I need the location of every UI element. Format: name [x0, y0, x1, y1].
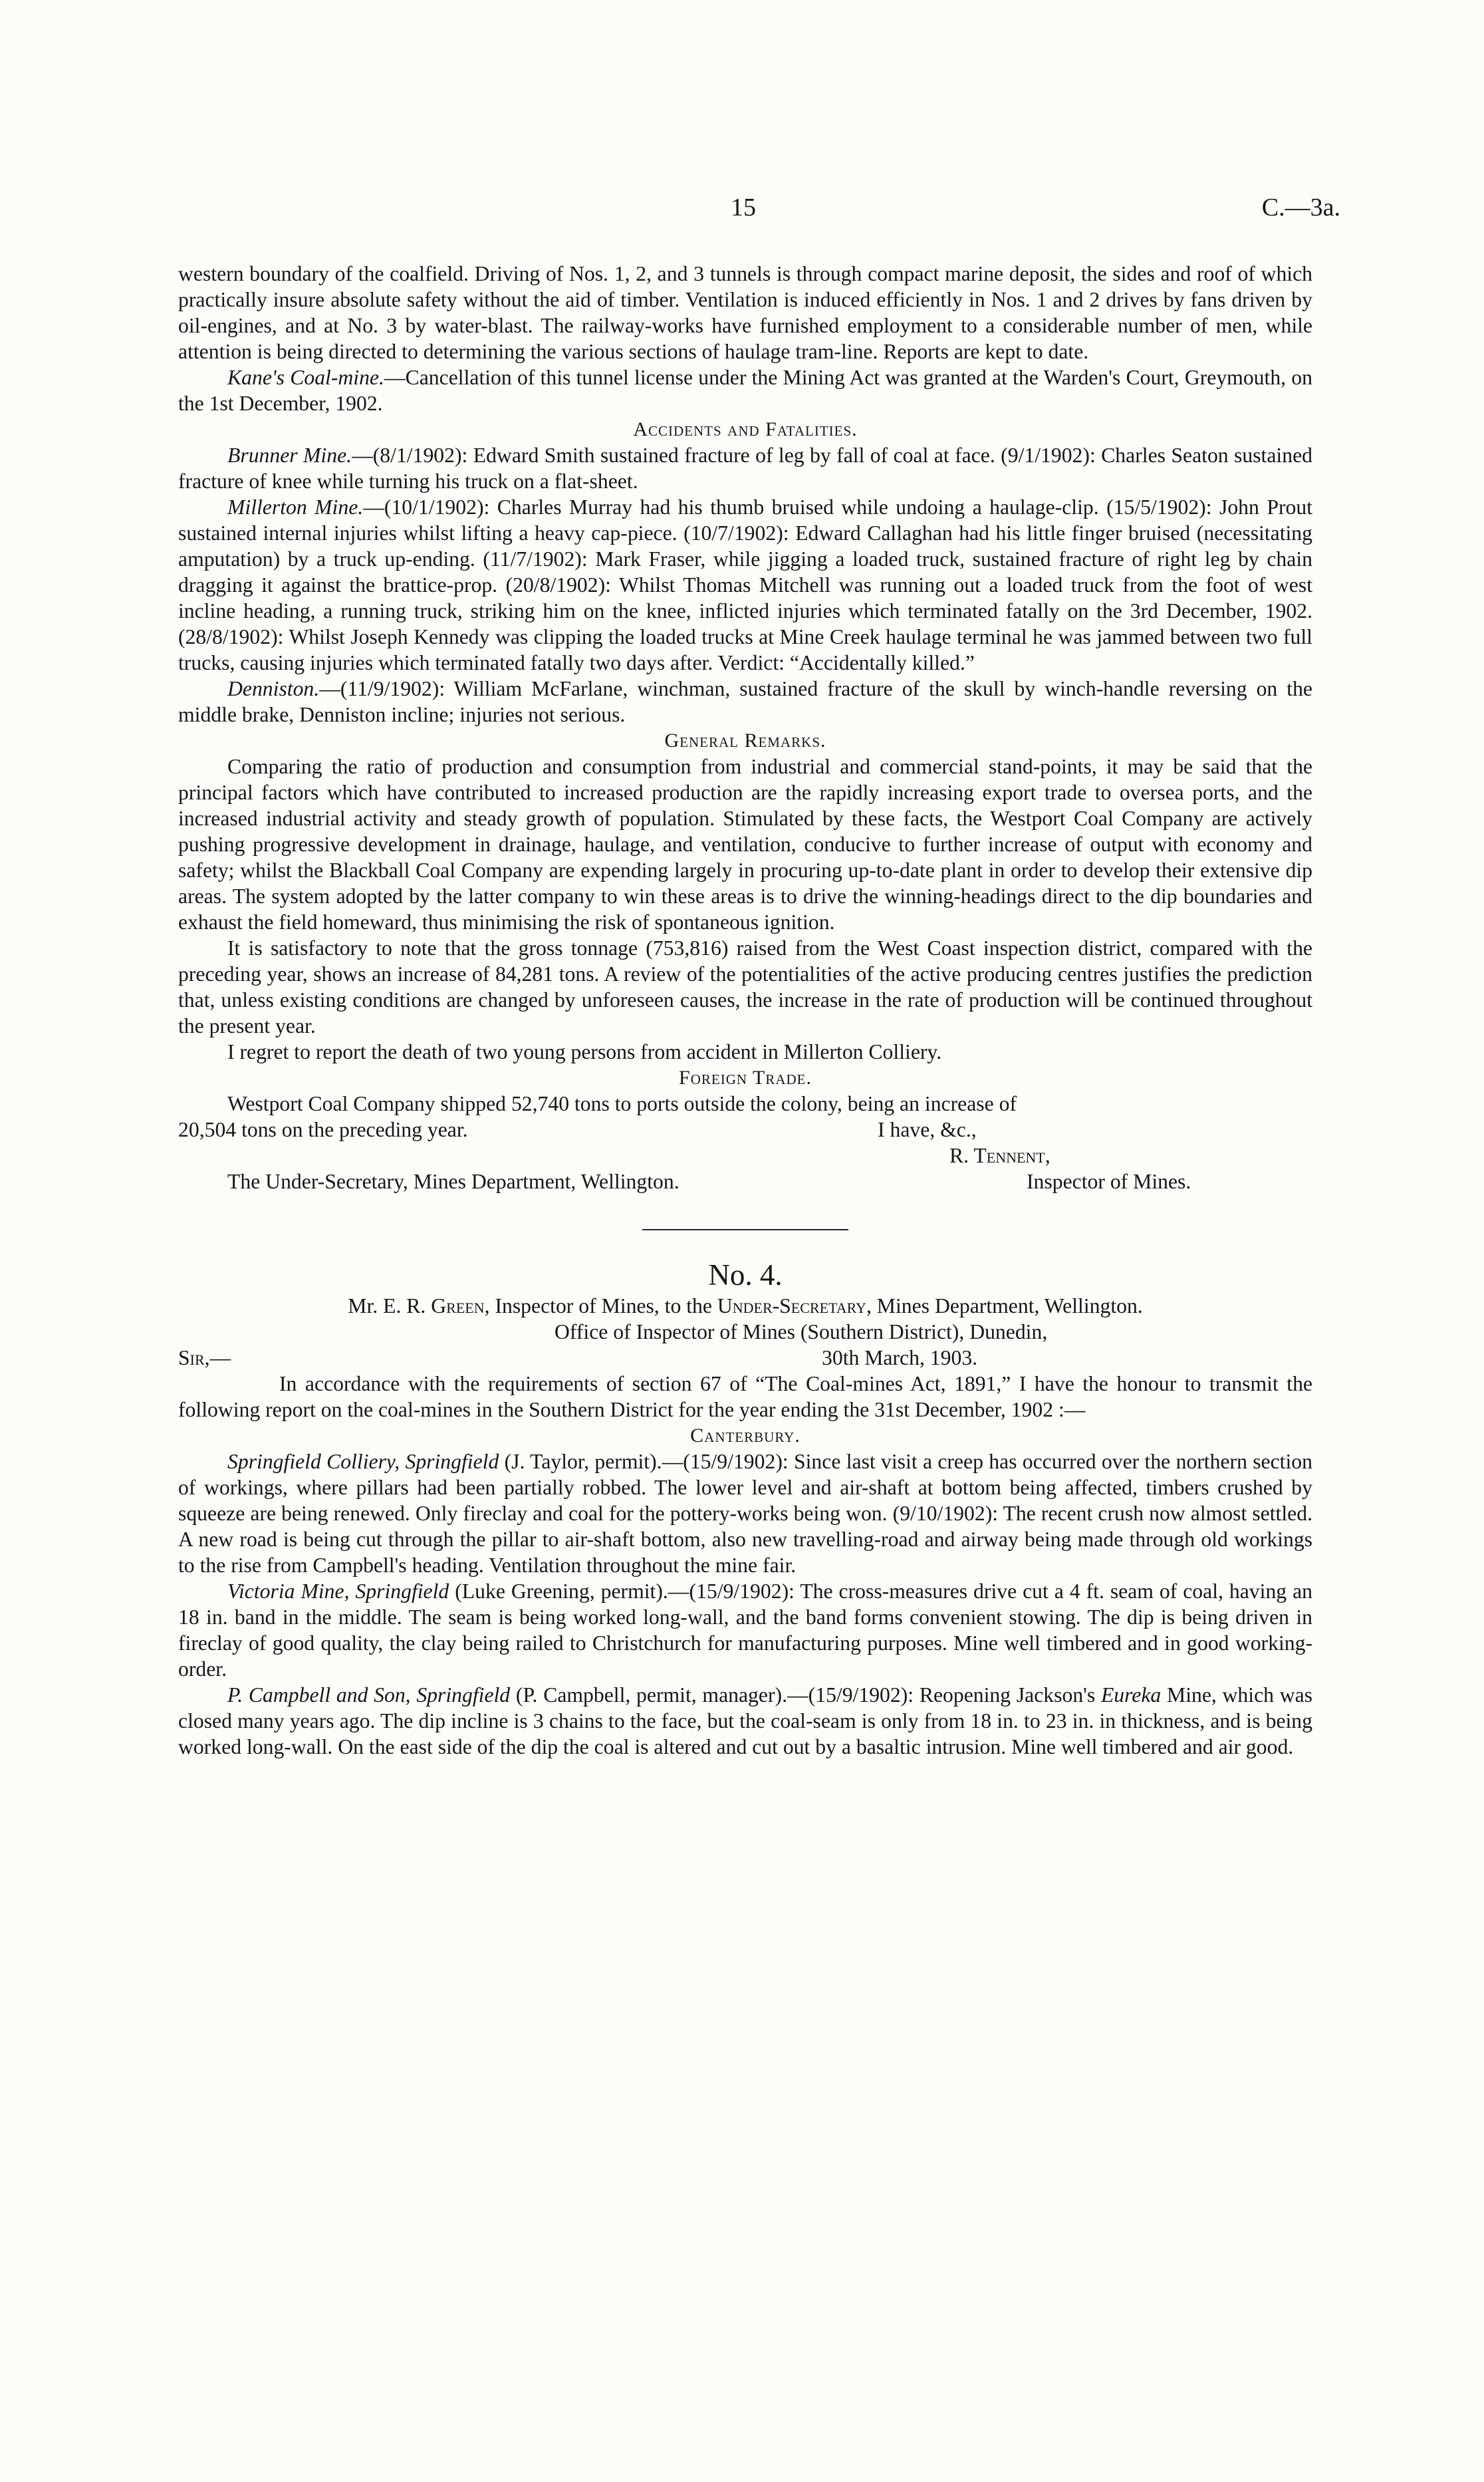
- to-recipient: Under-Secretary: [717, 1294, 866, 1317]
- document-reference: C.—3a.: [1261, 194, 1340, 221]
- denniston-title: Denniston.: [227, 677, 320, 700]
- from-name: Green: [431, 1294, 485, 1317]
- page-header: [0, 193, 1484, 233]
- campbell-text-a: (P. Campbell, permit, manager).—(15/9/1902): Reopening Jackson's: [510, 1683, 1101, 1707]
- denniston-text: —(11/9/1902): William McFarlane, winchman, sustained fracture of the skull by winch-handle reversing on the middle brake, Denniston incline; injuries not serious.: [178, 677, 1312, 726]
- eureka-name: Eureka: [1100, 1683, 1162, 1707]
- signatory-row: [178, 1143, 1312, 1169]
- millerton-title: Millerton Mine.: [227, 495, 364, 519]
- foreign-trade-row-2: [178, 1117, 1312, 1143]
- victoria-title: Victoria Mine, Springfield: [227, 1580, 449, 1603]
- foreign-trade-line-1: Westport Coal Company shipped 52,740 tons to ports outside the colony, being an increase of: [227, 1092, 1017, 1115]
- office-row: [178, 1319, 1312, 1345]
- general-paragraph-2: It is satisfactory to note that the gross tonnage (753,816) raised from the West Coast inspection district, compared with the preceding year, shows an increase of 84,281 tons. A review of the potentialities of the active producing centres justifies the prediction that, unless existing conditions are changed by unforeseen causes, the increase in the rate of production will be continued throughout the present year.: [178, 936, 1312, 1037]
- from-prefix: Mr. E. R.: [348, 1294, 432, 1317]
- springfield-paragraph: [178, 1448, 1312, 1578]
- signatory-name: R. Tennent,: [949, 1144, 1051, 1167]
- addressee-row: [178, 1169, 1312, 1194]
- springfield-text: (J. Taylor, permit).—(15/9/1902): Since last visit a creep has occurred over the northern section of workings, where pillars had been partially robbed. The lower level and air-shaft at bottom being affected, timbers crushed by squeeze are being renewed. Only fireclay and coal for the pottery-works being won. (9/10/1902): The recent crush now almost settled. A new road is being cut through the pillar to air-shaft bottom, also new travelling-road and airway being made through old workings to the rise from Campbell's heading. Ventilation throughout the mine fair.: [178, 1450, 1312, 1577]
- millerton-text: —(10/1/1902): Charles Murray had his thumb bruised while undoing a haulage-clip. (15/5/1902): John Prout sustained internal injuries whilst lifting a heavy cap-piece. (10/7/1902): Edward Callaghan had his little finger bruised (necessitating amputation) by a truck up-ending. (11/7/1902): Mark Fraser, while jigging a loaded truck, sustained fracture of right leg by chain dragging it against the brattice-prop. (20/8/1902): Whilst Thomas Mitchell was running out a loaded truck from the foot of west incline heading, a running truck, striking him on the knee, inflicted injuries which terminated fatally on the 3rd December, 1902. (28/8/1902): Whilst Joseph Kennedy was clipping the loaded trucks at Mine Creek haulage terminal he was jammed between two full trucks, causing injuries which terminated fatally two days after. Verdict: “Accidentally killed.”: [178, 495, 1313, 674]
- from-role: , Inspector of Mines, to the: [484, 1294, 717, 1317]
- addressee: The Under-Secretary, Mines Department, Wellington.: [227, 1170, 680, 1193]
- campbell-paragraph: [178, 1682, 1312, 1760]
- general-paragraph-3: I regret to report the death of two young persons from accident in Millerton Colliery.: [227, 1040, 942, 1063]
- brunner-title: Brunner Mine.: [227, 444, 352, 467]
- brunner-paragraph: [178, 442, 1312, 494]
- canterbury-heading: Canterbury.: [690, 1425, 801, 1447]
- report-from-line: [178, 1293, 1312, 1319]
- general-remarks-heading: General Remarks.: [664, 730, 826, 752]
- page-body: [178, 261, 1312, 1760]
- foreign-trade-heading: Foreign Trade.: [679, 1067, 812, 1089]
- campbell-text-b: Mine, which was closed many years ago. The dip incline is 3 chains to the face, but the coal-seam is only from 18 in. to 23 in. in thickness, and is being worked long-wall. On the east side of the dip the coal is altered and cut out by a basaltic intrusion. Mine well timbered and air good.: [178, 1683, 1313, 1758]
- campbell-title: P. Campbell and Son, Springfield: [227, 1683, 511, 1707]
- letter-date: 30th March, 1903.: [822, 1346, 978, 1369]
- report-number-heading: No. 4.: [708, 1258, 783, 1292]
- brunner-text: —(8/1/1902): Edward Smith sustained fracture of leg by fall of coal at face. (9/1/1902): Charles Seaton sustained fracture of knee while turning his truck on a flat-sheet.: [178, 444, 1312, 493]
- to-department: , Mines Department, Wellington.: [866, 1294, 1143, 1317]
- salutation: Sir,—: [178, 1346, 231, 1369]
- kanes-text: —Cancellation of this tunnel license under the Mining Act was granted at the Warden's Court, Greymouth, on the 1st December, 1902.: [178, 366, 1312, 415]
- kanes-paragraph: [178, 364, 1312, 416]
- victoria-paragraph: [178, 1578, 1312, 1682]
- victoria-text: (Luke Greening, permit).—(15/9/1902): The cross-measures drive cut a 4 ft. seam of coal, having an 18 in. band in the middle. The seam is being worked long-wall, and the band forms convenient stowing. The dip is being driven in fireclay of good quality, the clay being railed to Christchurch for manufacturing purposes. Mine well timbered and in good working-order.: [178, 1580, 1312, 1681]
- intro-paragraph: western boundary of the coalfield. Driving of Nos. 1, 2, and 3 tunnels is through compact marine deposit, the sides and roof of which practically insure absolute safety without the aid of timber. Ventilation is induced efficiently in Nos. 1 and 2 drives by fans driven by oil-engines, and at No. 3 by water-blast. The railway-works have furnished employment to a considerable number of men, while attention is being directed to determining the various sections of haulage tram-line. Reports are kept to date.: [178, 262, 1312, 363]
- office-line: Office of Inspector of Mines (Southern District), Dunedin,: [555, 1320, 1048, 1343]
- denniston-paragraph: [178, 676, 1312, 728]
- letter-intro: In accordance with the requirements of section 67 of “The Coal-mines Act, 1891,” I have the honour to transmit the following report on the coal-mines in the Southern District for the year ending the 31st December, 1902 :—: [178, 1372, 1312, 1421]
- closing-phrase: I have, &c.,: [878, 1118, 977, 1141]
- millerton-paragraph: [178, 494, 1312, 676]
- page-number: 15: [731, 194, 756, 221]
- kanes-title: Kane's Coal-mine.: [227, 366, 384, 389]
- springfield-title: Springfield Colliery, Springfield: [227, 1450, 499, 1473]
- salutation-row: [178, 1345, 1312, 1371]
- signatory-title: Inspector of Mines.: [1027, 1170, 1191, 1193]
- foreign-trade-line-2: 20,504 tons on the preceding year.: [178, 1118, 468, 1141]
- accidents-heading: Accidents and Fatalities.: [633, 418, 858, 440]
- section-divider: [642, 1229, 848, 1230]
- general-paragraph-1: Comparing the ratio of production and consumption from industrial and commercial stand-points, it may be said that the principal factors which have contributed to increased production are the rapidly increasing export trade to oversea ports, and the increased industrial activity and steady growth of population. Stimulated by these facts, the Westport Coal Company are actively pushing progressive development in drainage, haulage, and ventilation, conducive to further increase of output with economy and safety; whilst the Blackball Coal Company are expending largely in procuring up-to-date plant in order to develop their extensive dip areas. The system adopted by the latter company to win these areas is to drive the winning-headings direct to the dip boundaries and exhaust the field homeward, thus minimising the risk of spontaneous ignition.: [178, 755, 1312, 934]
